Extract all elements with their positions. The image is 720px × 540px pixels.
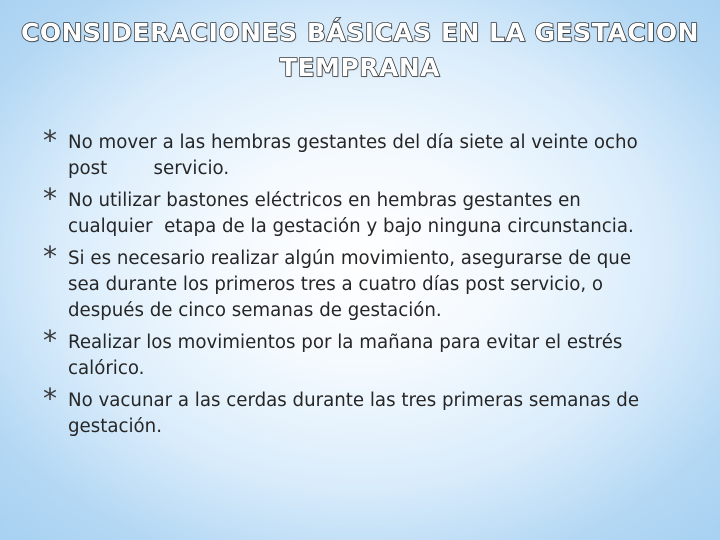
bullet-text: No utilizar bastones eléctricos en hembras gestantes en cualquier etapa de la gestación y bajo ninguna circunstancia. (68, 190, 634, 237)
bullet-text: Realizar los movimientos por la mañana para evitar el estrés calórico. (68, 332, 629, 379)
bullet-text: No vacunar a las cerdas durante las tres primeras semanas de gestación. (68, 390, 645, 437)
bullet-list (40, 124, 665, 446)
bullet-text: No mover a las hembras gestantes del día siete al veinte ocho post servicio. (68, 132, 644, 179)
asterisk-bullet-icon: * (43, 382, 57, 415)
bullet-item (40, 240, 665, 324)
asterisk-bullet-icon: * (43, 124, 57, 157)
bullet-text: Si es necesario realizar algún movimiento, asegurarse de que sea durante los primeros tres a cuatro días post servicio, o después de cinco semanas de gestación. (68, 248, 637, 321)
slide-title-line-2: TEMPRANA (279, 53, 441, 82)
asterisk-bullet-icon: * (43, 240, 57, 273)
asterisk-bullet-icon: * (43, 182, 57, 215)
bullet-item (40, 124, 665, 182)
bullet-item (40, 324, 665, 382)
slide-title-line-1: CONSIDERACIONES BÁSICAS EN LA GESTACION (20, 18, 700, 47)
asterisk-bullet-icon: * (43, 324, 57, 357)
bullet-item (40, 182, 665, 240)
bullet-item (40, 382, 665, 440)
